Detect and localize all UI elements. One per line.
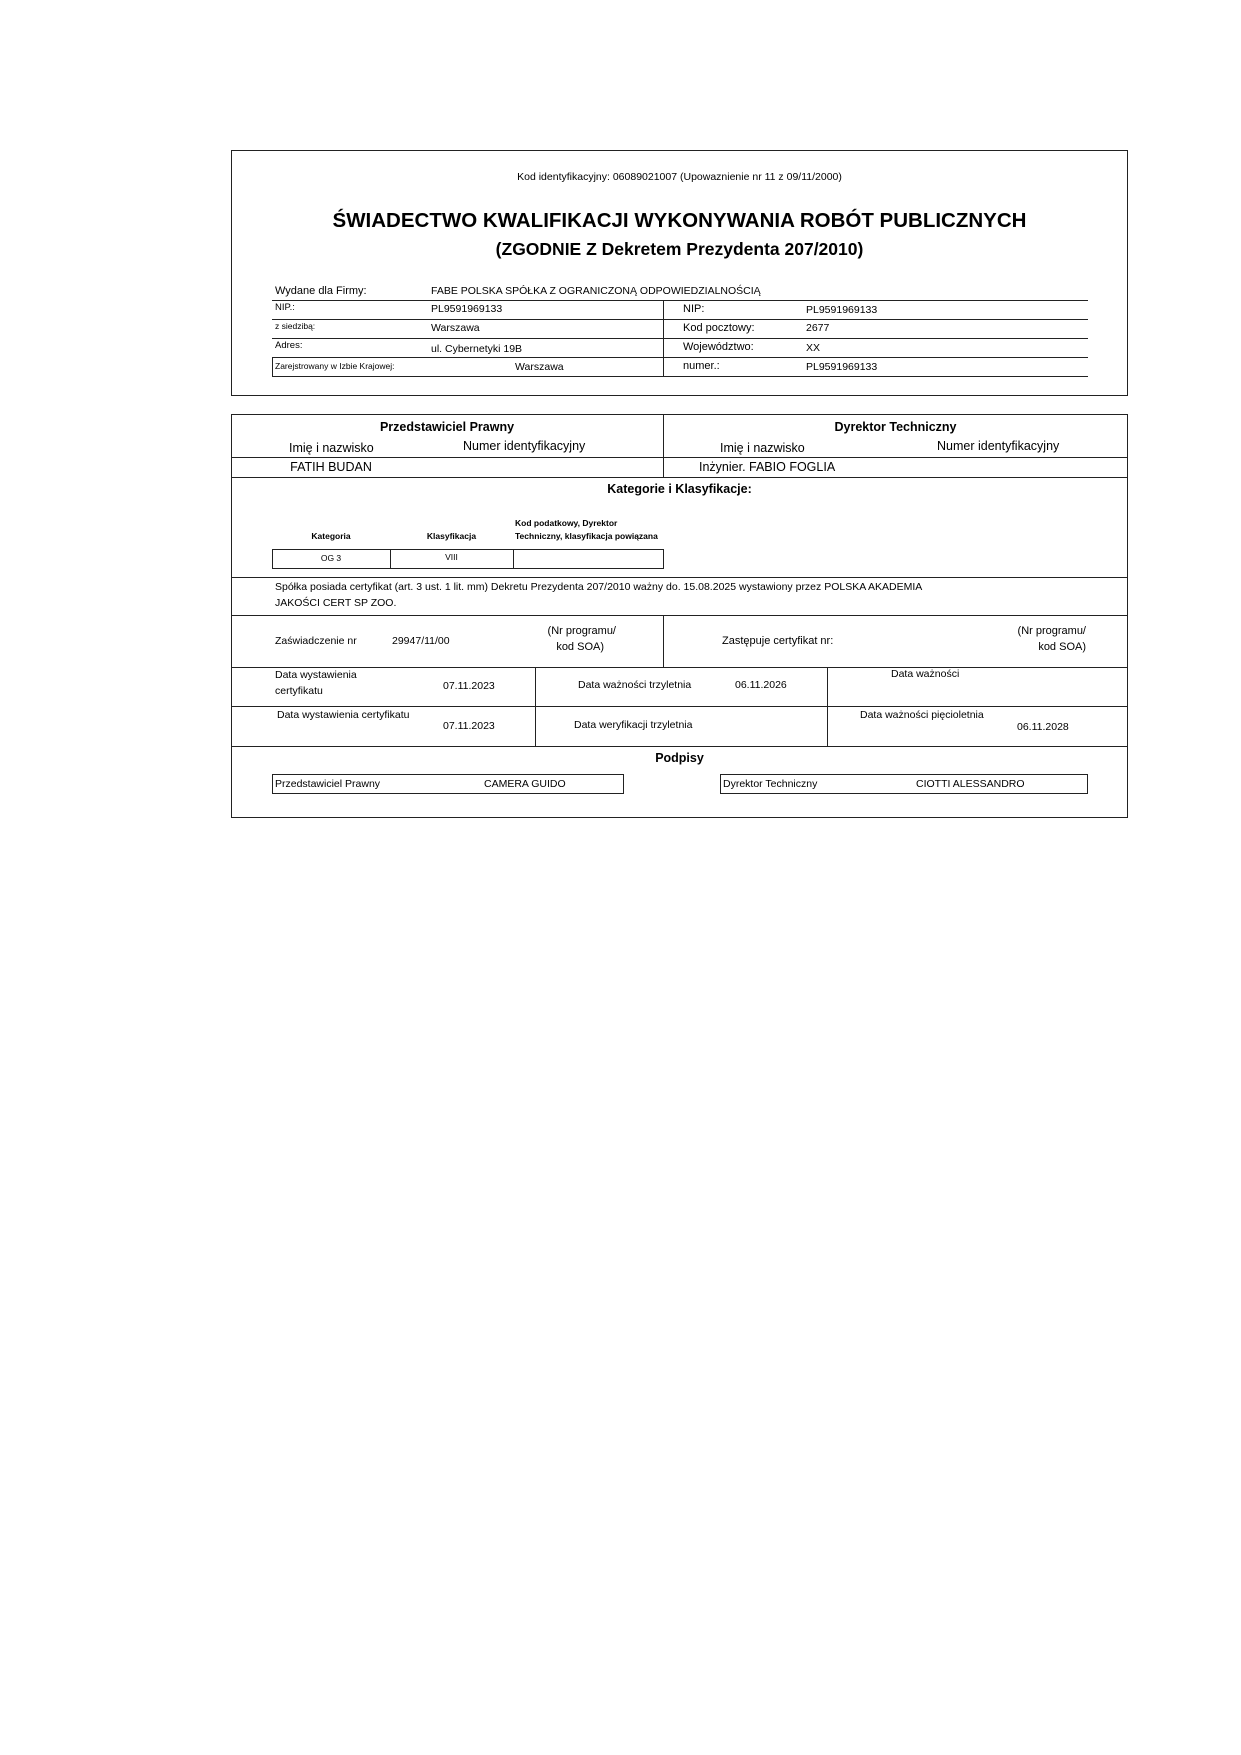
postal-code-value: 2677 xyxy=(806,322,830,334)
categories-heading: Kategorie i Klasyfikacje: xyxy=(607,482,752,496)
technical-director-signature-label: Dyrektor Techniczny xyxy=(723,778,818,790)
tax-code-column-header-line2: Techniczny, klasyfikacja powiązana xyxy=(515,531,658,541)
program-code-right-line1: (Nr programu/ xyxy=(1017,625,1086,637)
issue-date-label-line1: Data wystawienia xyxy=(275,669,357,681)
chamber-value: Warszawa xyxy=(515,361,564,373)
issued-to-label: Wydane dla Firmy: xyxy=(275,285,367,297)
voivodeship-label: Województwo: xyxy=(683,341,754,353)
divider xyxy=(272,319,1088,320)
issue-date-2-label: Data wystawienia certyfikatu xyxy=(277,709,410,721)
divider xyxy=(272,338,1088,339)
divider xyxy=(272,300,1088,301)
nip-right-label: NIP: xyxy=(683,303,705,315)
five-year-validity-label: Data ważności pięcioletnia xyxy=(860,709,984,721)
attestation-number: 29947/11/00 xyxy=(392,635,450,647)
three-year-validity-label: Data ważności trzyletnia xyxy=(578,679,692,691)
seat-value: Warszawa xyxy=(431,322,480,334)
number-value: PL9591969133 xyxy=(806,361,878,373)
postal-code-label: Kod pocztowy: xyxy=(683,322,755,334)
three-year-verification-label: Data weryfikacji trzyletnia xyxy=(574,719,693,731)
category-value: OG 3 xyxy=(320,553,342,563)
address-value: ul. Cybernetyki 19B xyxy=(431,343,523,355)
tax-code-column-header-line1: Kod podatkowy, Dyrektor xyxy=(515,518,618,528)
technical-name-label: Imię i nazwisko xyxy=(720,441,805,455)
legal-representative-heading: Przedstawiciel Prawny xyxy=(379,420,515,434)
divider xyxy=(231,667,1128,668)
classification-column-header: Klasyfikacja xyxy=(426,531,477,541)
technical-director-signature-value: CIOTTI ALESSANDRO xyxy=(916,778,1025,790)
program-code-right-line2: kod SOA) xyxy=(1038,641,1086,653)
voivodeship-value: XX xyxy=(806,342,821,354)
company-column-divider xyxy=(663,300,664,376)
nip-right-value: PL9591969133 xyxy=(806,304,878,316)
category-column-header: Kategoria xyxy=(311,531,351,541)
program-code-left-line2: kod SOA) xyxy=(556,641,604,653)
legal-representative-name: FATIH BUDAN xyxy=(290,460,372,474)
legal-representative-signature-label: Przedstawiciel Prawny xyxy=(275,778,381,790)
nip-left-label: NIP.: xyxy=(275,302,295,313)
technical-director-heading: Dyrektor Techniczny xyxy=(834,420,957,434)
attestation-label: Zaświadczenie nr xyxy=(275,635,357,647)
legal-name-label: Imię i nazwisko xyxy=(289,441,374,455)
identification-code-line: Kod identyfikacyjny: 06089021007 (Upowaznienie nr 11 z 09/11/2000) xyxy=(517,171,842,183)
certificate-note-line2: JAKOŚCI CERT SP ZOO. xyxy=(275,597,397,609)
divider xyxy=(231,457,1128,458)
legal-id-label: Numer identyfikacyjny xyxy=(463,439,586,453)
signatures-heading: Podpisy xyxy=(655,751,704,765)
five-year-validity-value: 06.11.2028 xyxy=(1017,721,1069,733)
issued-to-value: FABE POLSKA SPÓŁKA Z OGRANICZONĄ ODPOWIEDZIALNOŚCIĄ xyxy=(431,285,761,297)
issue-date-2-value: 07.11.2023 xyxy=(443,720,495,732)
attestation-divider xyxy=(663,615,664,667)
replaces-certificate-label: Zastępuje certyfikat nr: xyxy=(722,635,834,647)
legal-representative-signature-value: CAMERA GUIDO xyxy=(484,778,566,790)
issue-date-value: 07.11.2023 xyxy=(443,680,495,692)
divider xyxy=(272,357,1088,358)
certificate-subtitle: (ZGODNIE Z Dekretem Prezydenta 207/2010) xyxy=(495,239,864,259)
divider xyxy=(513,549,514,569)
seat-label: z siedzibą: xyxy=(275,321,316,331)
company-info-box xyxy=(231,150,1128,396)
divider xyxy=(272,376,1088,377)
address-label: Adres: xyxy=(275,340,303,351)
issue-date-label-line2: certyfikatu xyxy=(275,685,323,697)
divider xyxy=(231,746,1128,747)
chamber-box-left xyxy=(272,357,273,376)
divider xyxy=(231,615,1128,616)
validity-date-label: Data ważności xyxy=(891,668,960,680)
chamber-label: Zarejstrowany w Izbie Krajowej: xyxy=(275,361,395,371)
divider xyxy=(231,477,1128,478)
certificate-note-line1: Spółka posiada certyfikat (art. 3 ust. 1 lit. mm) Dekretu Prezydenta 207/2010 ważny do. 15.08.2025 wystawiony przez POLSKA AKADEMIA xyxy=(275,581,923,593)
three-year-validity-value: 06.11.2026 xyxy=(735,679,787,691)
program-code-left-line1: (Nr programu/ xyxy=(547,625,616,637)
divider xyxy=(231,577,1128,578)
nip-left-value: PL9591969133 xyxy=(431,303,503,315)
classification-value: VIII xyxy=(445,552,458,562)
divider xyxy=(231,706,1128,707)
certificate-title: ŚWIADECTWO KWALIFIKACJI WYKONYWANIA ROBÓT PUBLICZNYCH xyxy=(332,209,1027,232)
technical-director-name: Inżynier. FABIO FOGLIA xyxy=(699,460,836,474)
number-label: numer.: xyxy=(683,360,720,372)
technical-id-label: Numer identyfikacyjny xyxy=(937,439,1060,453)
